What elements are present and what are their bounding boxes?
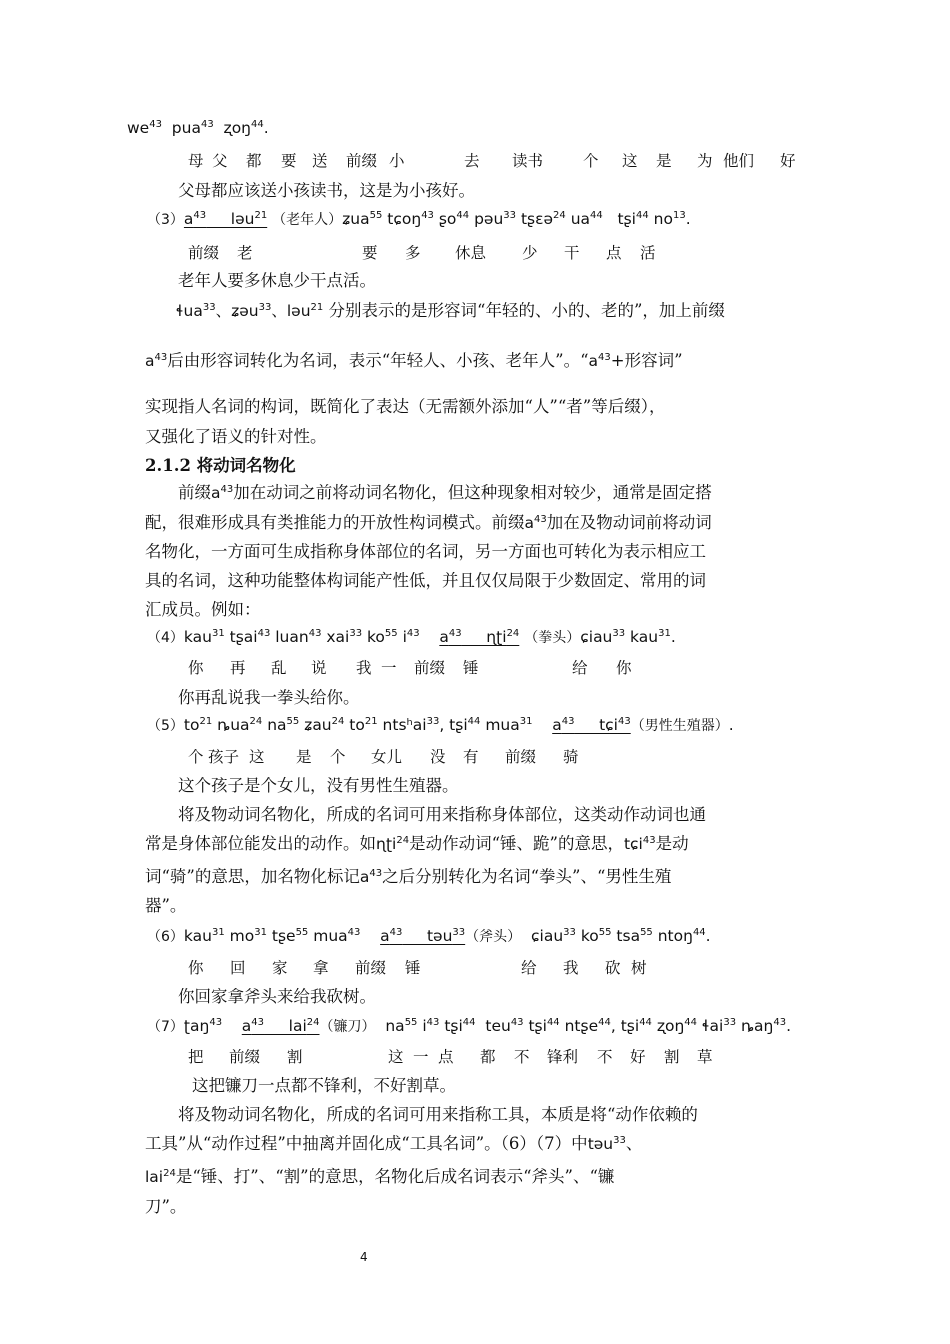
section-heading: 2.1.2 将动词名物化	[145, 456, 296, 475]
para4-line3: lai$^{24}$是“锤、打”、“割”的意思，名物化后成名词表示“斧头”、“镰	[145, 1167, 615, 1186]
para3-line1: 将及物动词名物化，所成的名词可用来指称身体部位，这类动作动词也通	[178, 805, 706, 824]
para3-line2: 常是身体部位能发出的动作。如ɳʈi$^{24}$是动作动词“锤、跪”的意思，tɕi$^{43}$是动	[145, 834, 689, 853]
gloss-ex4: 你 再 乱 说 我 一 前缀 锤 给 你	[188, 659, 632, 677]
gloss-ex7: 把 前缀 割 这 一 点 都 不 锋利 不 好 割 草	[188, 1048, 713, 1066]
example-7: （7）ʈaŋ$^{43}$ $a^{43}$ lai$^{24}$（镰刀） $na^{55}$ $i^{43}$ tʂi$^{44}$ teu$^{43}$ tʂi$^{44}$ ntʂe$^{44}$, tʂi$^{44}$ ʐoŋ$^{44}$ ɬai$^{33}$ ȵaŋ$^{43}$.	[147, 1017, 792, 1035]
para2-line5: 汇成员。例如：	[145, 600, 261, 619]
ex4-translation: 你再乱说我一拳头给你。	[178, 688, 360, 707]
para1-line2: $a^{43}$后由形容词转化为名词，表示“年轻人、小孩、老年人”。“$a^{43}+$形容词”	[145, 351, 683, 370]
para2-line1: 前缀$a^{43}$加在动词之前将动词名物化，但这种现象相对较少，通常是固定搭	[178, 483, 712, 502]
ex5-translation: 这个孩子是个女儿，没有男性生殖器。	[178, 776, 459, 795]
para2-line3: 名物化，一方面可生成指称身体部位的名词，另一方面也可转化为表示相应工	[145, 542, 706, 561]
gloss-ex3: 前缀 老 要 多 休息 少 干 点 活	[188, 244, 656, 262]
gloss-ex6: 你 回 家 拿 前缀 锤 给 我 砍 树	[188, 959, 647, 977]
translation-top: 父母都应该送小孩读书，这是为小孩好。	[178, 181, 475, 200]
page-number: 4	[360, 1250, 368, 1264]
ex6-translation: 你回家拿斧头来给我砍树。	[178, 987, 376, 1006]
para1-line3: 实现指人名词的构词，既简化了表达（无需额外添加“人”“者”等后缀），	[145, 397, 666, 416]
ex3-translation: 老年人要多休息少干点活。	[178, 271, 376, 290]
example-5: $(5)to^{21}$ ȵua$^{24}$ $na^{55}$ ʑau$^{24}$ $to^{21}$ ntsʰai$^{33}$, tʂi$^{44}$ mua$^{31}$ $a^{43}$ tɕi$^{43}$（男性生殖器）.	[147, 716, 734, 734]
para3-line3: 词“骑”的意思，加名物化标记$a^{43}$之后分别转化为名词“拳头”、“男性生殖	[145, 867, 672, 886]
para1-line1: ɬua$^{33}$、ʑəu$^{33}$、ləu$^{21}$ 分别表示的是形容词“年轻的、小的、老的”，加上前缀	[176, 301, 725, 320]
para3-line4: 器”。	[145, 896, 187, 915]
para4-line4: 刀”。	[145, 1197, 187, 1216]
para4-line2: 工具”从“动作过程”中抽离并固化成“工具名词”。（6）（7）中təu$^{33}$、	[145, 1134, 643, 1153]
example-line-top: $we^{43}$ pua$^{43}$ ʐoŋ$^{44}$.	[127, 119, 269, 137]
gloss-line-top: 母 父 都 要 送 前缀 小 去 读书 个 这 是 为 他们 好	[188, 152, 796, 170]
para2-line2: 配，很难形成具有类推能力的开放性构词模式。前缀$a^{43}$加在及物动词前将动词	[145, 513, 712, 532]
para1-line4: 又强化了语义的针对性。	[145, 427, 327, 446]
para2-line4: 具的名词，这种功能整体构词能产性低，并且仅仅局限于少数固定、常用的词	[145, 571, 706, 590]
example-3: $(3)a^{43}$ ləu$^{21}$ （老年人）ʑua$^{55}$ tɕoŋ$^{43}$ ʂo$^{44}$ pəu$^{33}$ tʂɛə$^{24}$ $ua^{44}$ tʂi$^{44}$ $no^{13}$.	[147, 210, 691, 228]
para4-line1: 将及物动词名物化，所成的名词可用来指称工具，本质是将“动作依赖的	[178, 1105, 698, 1124]
gloss-ex5: 个 孩子 这 是 个 女儿 没 有 前缀 骑	[188, 748, 579, 766]
example-4: （4）kau$^{31}$ tʂai$^{43}$ luan$^{43}$ xai$^{33}$ $ko^{55}$ $i^{43}$ $a^{43}$ ɳʈi$^{24}$ （拳头）ɕiau$^{33}$ kau$^{31}$.	[147, 628, 676, 646]
example-6: （6）kau$^{31}$ $mo^{31}$ tʂe$^{55}$ mua$^{43}$ $a^{43}$ təu$^{33}$（斧头） ɕiau$^{33}$ $ko^{55}$ tsa$^{55}$ ntoŋ$^{44}$.	[147, 927, 711, 945]
ex7-translation: 这把镰刀一点都不锋利，不好割草。	[192, 1076, 456, 1095]
